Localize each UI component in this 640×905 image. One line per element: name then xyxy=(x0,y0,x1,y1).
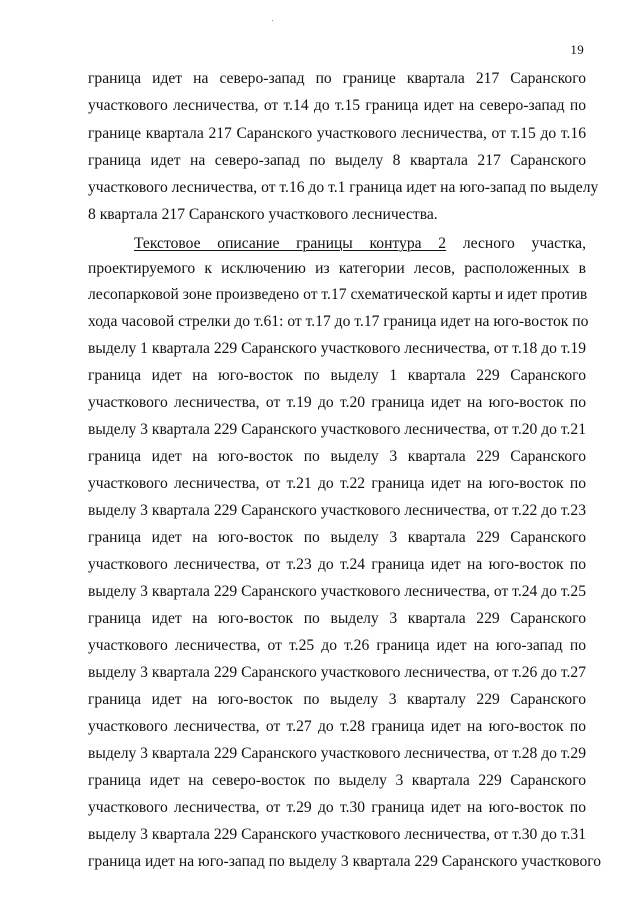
paragraph-2-line: участкового лесничества, от т.21 до т.22 граница идет на юго-восток по xyxy=(88,475,586,492)
scan-artifact xyxy=(272,20,273,21)
paragraph-1-line: 8 квартала 217 Саранского участкового лесничества. xyxy=(88,206,438,223)
paragraph-1-line: участкового лесничества, от т.14 до т.15 граница идет на северо-запад по xyxy=(88,97,586,114)
paragraph-2-line: выделу 3 квартала 229 Саранского участкового лесничества, от т.20 до т.21 xyxy=(88,421,586,438)
paragraph-2-line: участкового лесничества, от т.25 до т.26 граница идет на юго-запад по xyxy=(88,637,586,654)
paragraph-2-line: выделу 1 квартала 229 Саранского участкового лесничества, от т.18 до т.19 xyxy=(88,340,586,357)
paragraph-2-first-line xyxy=(134,234,586,254)
paragraph-2-line: граница идет на северо-восток по выделу 3 квартала 229 Саранского xyxy=(88,772,586,789)
paragraph-2-line: лесопарковой зоне произведено от т.17 схематической карты и идет против xyxy=(88,286,588,303)
paragraph-2-line: участкового лесничества, от т.23 до т.24 граница идет на юго-восток по xyxy=(88,556,586,573)
paragraph-2-line: выделу 3 квартала 229 Саранского участкового лесничества, от т.28 до т.29 xyxy=(88,745,586,762)
contour-2-heading: Текстовое описание границы контура 2 xyxy=(134,235,447,252)
contour-2-heading-rest: лесного участка, xyxy=(446,235,587,252)
page-number: 19 xyxy=(570,42,584,57)
paragraph-1-line: граница идет на северо-запад по границе квартала 217 Саранского xyxy=(88,70,586,87)
paragraph-2-line: выделу 3 квартала 229 Саранского участкового лесничества, от т.30 до т.31 xyxy=(88,826,586,843)
paragraph-2-line: участкового лесничества, от т.29 до т.30 граница идет на юго-восток по xyxy=(88,799,586,816)
paragraph-2-line: хода часовой стрелки до т.61: от т.17 до т.17 граница идет на юго-восток по xyxy=(88,313,589,330)
paragraph-2-line: граница идет на юго-восток по выделу 3 кварталу 229 Саранского xyxy=(88,691,586,708)
paragraph-2-line: участкового лесничества, от т.19 до т.20 граница идет на юго-восток по xyxy=(88,394,586,411)
paragraph-2-line: участкового лесничества, от т.27 до т.28 граница идет на юго-восток по xyxy=(88,718,586,735)
paragraph-2-line: выделу 3 квартала 229 Саранского участкового лесничества, от т.24 до т.25 xyxy=(88,583,586,600)
paragraph-2-line: выделу 3 квартала 229 Саранского участкового лесничества, от т.22 до т.23 xyxy=(88,502,586,519)
paragraph-1-line: границе квартала 217 Саранского участкового лесничества, от т.15 до т.16 xyxy=(88,125,586,142)
paragraph-2-line: выделу 3 квартала 229 Саранского участкового лесничества, от т.26 до т.27 xyxy=(88,664,586,681)
paragraph-2-line: проектируемого к исключению из категории лесов, расположенных в xyxy=(88,260,586,277)
paragraph-2-line: граница идет на юго-восток по выделу 3 квартала 229 Саранского xyxy=(88,448,586,465)
paragraph-1-line: граница идет на северо-запад по выделу 8 квартала 217 Саранского xyxy=(88,152,586,169)
paragraph-2-line: граница идет на юго-восток по выделу 3 квартала 229 Саранского xyxy=(88,529,586,546)
paragraph-2-line: граница идет на юго-запад по выделу 3 квартала 229 Саранского участкового xyxy=(88,853,602,870)
paragraph-2-line: граница идет на юго-восток по выделу 3 квартала 229 Саранского xyxy=(88,610,586,627)
paragraph-2-line: граница идет на юго-восток по выделу 1 квартала 229 Саранского xyxy=(88,367,586,384)
paragraph-1-line: участкового лесничества, от т.16 до т.1 граница идет на юго-запад по выделу xyxy=(88,179,599,196)
